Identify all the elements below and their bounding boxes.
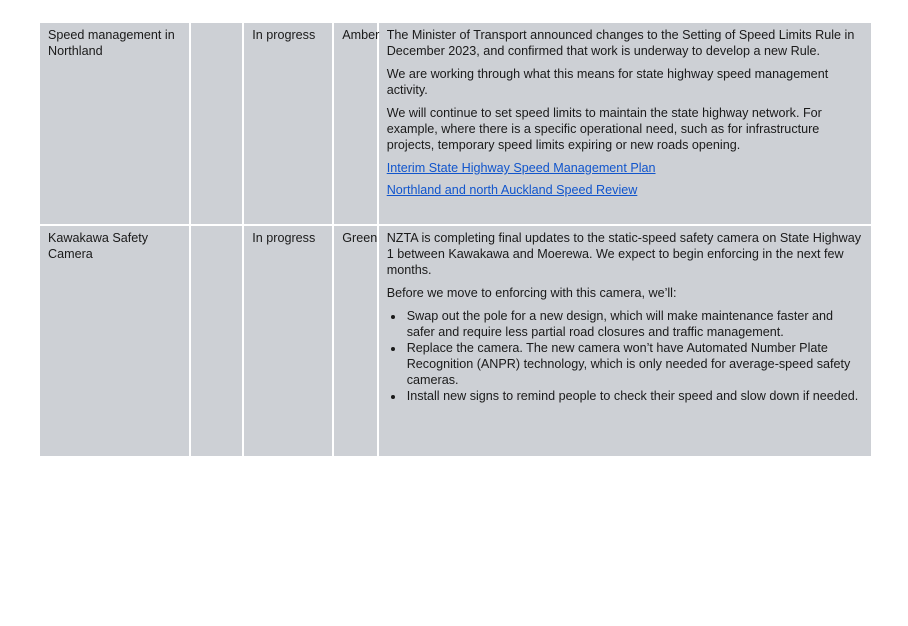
status-cell (243, 23, 333, 225)
project-name-cell (40, 225, 190, 456)
detail-paragraph: NZTA is completing final updates to the static-speed safety camera on State Highway 1 between Kawakawa and Moerewa. We expect to begin enforcing in the next few months. (386, 231, 862, 277)
status-cell (243, 225, 333, 456)
status-text: In progress (252, 231, 316, 245)
detail-cell (378, 23, 871, 225)
status-text: In progress (252, 28, 316, 42)
detail-paragraph: We will continue to set speed limits to maintain the state highway network. For example, where there is a specific operational need, such as for infrastructure projects, temporary speed limits expiring or new roads opening. (386, 106, 822, 152)
detail-cell (378, 225, 871, 456)
rating-cell (333, 225, 377, 456)
project-status-table (40, 23, 871, 456)
speed-review-link[interactable]: Northland and north Auckland Speed Review (386, 183, 638, 197)
blank-cell (190, 225, 243, 456)
rating-text: Amber (342, 28, 380, 42)
table-row (40, 23, 871, 225)
rating-cell (333, 23, 380, 225)
list-item: Install new signs to remind people to check their speed and slow down if needed. (407, 388, 863, 404)
action-list (387, 308, 863, 404)
detail-paragraph: The Minister of Transport announced changes to the Setting of Speed Limits Rule in December 2023, and confirmed that work is underway to develop a new Rule. (386, 28, 855, 58)
detail-paragraph: We are working through what this means for state highway speed management activity. (386, 67, 829, 97)
project-name: Speed management in Northland (48, 28, 175, 58)
table-row (40, 225, 871, 456)
speed-management-plan-link[interactable]: Interim State Highway Speed Management Plan (386, 161, 656, 175)
list-item: Swap out the pole for a new design, which will make maintenance faster and safer and require less partial road closures and traffic management. (407, 308, 863, 340)
list-item: Replace the camera. The new camera won’t have Automated Number Plate Recognition (ANPR) technology, which is only needed for average-speed safety cameras. (407, 340, 863, 388)
detail-paragraph: Before we move to enforcing with this camera, we’ll: (386, 286, 677, 300)
blank-cell (190, 23, 243, 225)
rating-text: Green (342, 231, 378, 245)
project-name: Kawakawa Safety Camera (48, 231, 149, 261)
project-name-cell (40, 23, 190, 225)
